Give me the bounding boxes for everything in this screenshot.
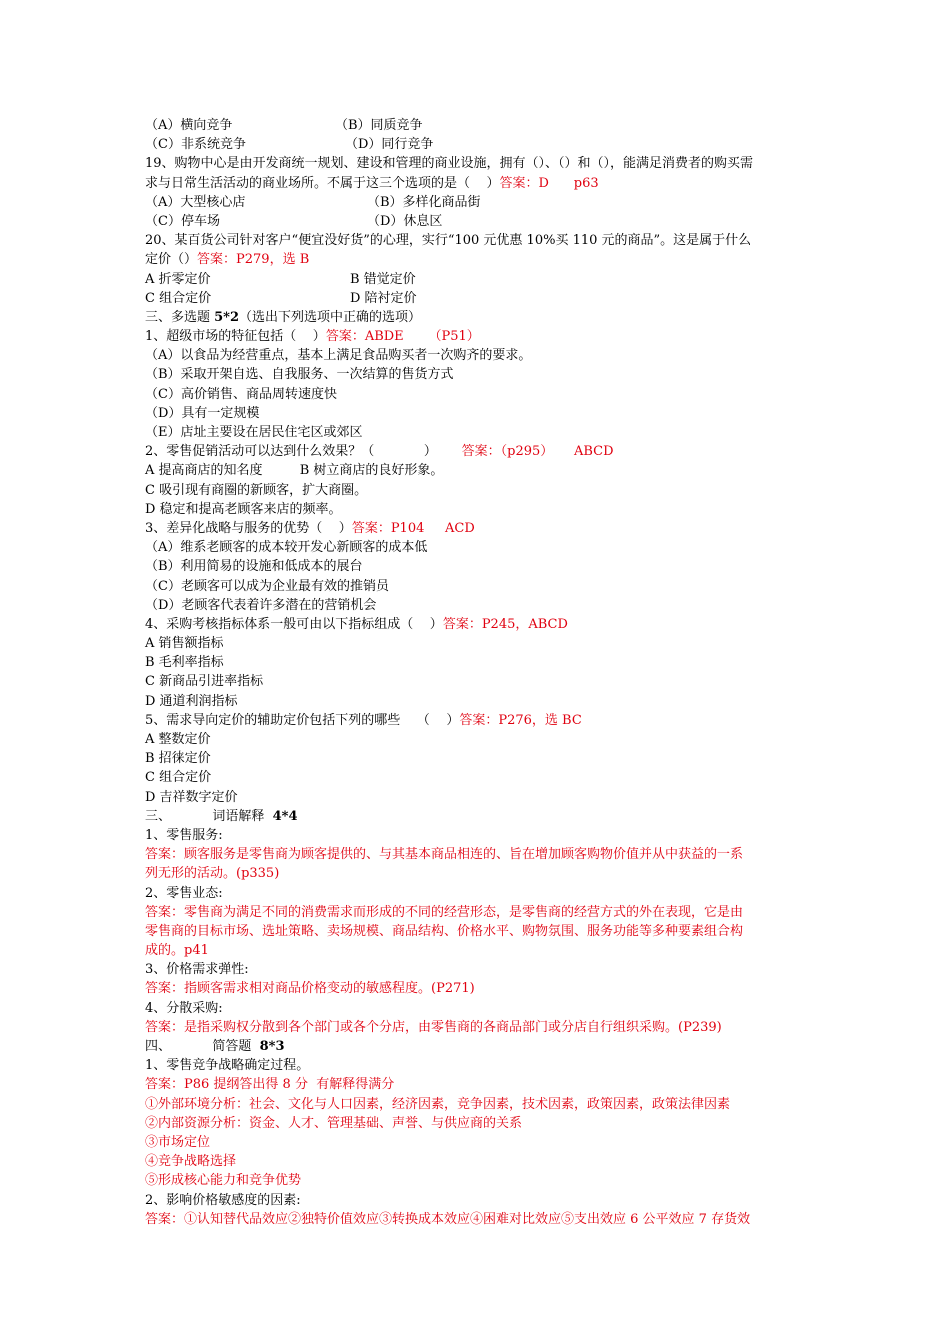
question-text: （D）老顾客代表着许多潜在的营销机会 — [145, 597, 377, 613]
question-text: （A）横向竞争 — [145, 118, 233, 133]
text-line — [145, 999, 807, 1018]
question-text: 三、 词语解释 — [145, 808, 273, 824]
question-text: C 组合定价 — [145, 290, 212, 306]
question-text: （C）非系统竞争 — [145, 137, 246, 153]
text-line — [145, 788, 807, 807]
answer-text: 答案：P86 提纲答出得 8 分 有解释得满分 — [145, 1077, 395, 1093]
answer-text: 答案：P276，选 BC — [459, 712, 582, 728]
question-text: 3、价格需求弹性: — [145, 962, 249, 978]
answer-text: 成的。p41 — [145, 943, 209, 959]
text-line — [145, 1018, 807, 1037]
question-text: 三、多选题 — [145, 309, 215, 325]
text-line — [145, 538, 807, 557]
question-text: C 组合定价 — [145, 770, 212, 786]
text-line — [145, 327, 807, 346]
question-text: 19、购物中心是由开发商统一规划、建设和管理的商业设施，拥有（）、（）和（），能满足消费者的购买需 — [145, 156, 754, 172]
answer-text: 答案：D p63 — [499, 175, 599, 191]
text-line — [145, 250, 807, 269]
text-line — [145, 308, 807, 327]
text-line — [145, 404, 807, 423]
answer-text: ④竞争战略选择 — [145, 1154, 237, 1170]
question-text: D 陪衬定价 — [350, 290, 417, 306]
question-text: 1、零售服务: — [145, 827, 223, 843]
text-line — [145, 557, 807, 576]
text-line — [145, 634, 807, 653]
question-text: （B）利用简易的设施和低成本的展台 — [145, 559, 363, 575]
question-text: C 吸引现有商圈的新顾客，扩大商圈。 — [145, 482, 368, 498]
text-line — [145, 193, 807, 212]
text-line — [145, 154, 807, 173]
text-line — [145, 135, 807, 154]
text-line — [145, 922, 807, 941]
text-line — [145, 289, 807, 308]
question-text: （D）休息区 — [367, 213, 443, 229]
text-line — [145, 423, 807, 442]
text-line — [145, 711, 807, 730]
text-line — [145, 749, 807, 768]
question-text: （B）同质竞争 — [335, 118, 423, 133]
text-line — [145, 941, 807, 960]
text-line — [145, 1056, 807, 1075]
question-text: （D）具有一定规模 — [145, 405, 260, 421]
text-line — [145, 960, 807, 979]
text-line — [145, 903, 807, 922]
text-line — [145, 1210, 807, 1229]
text-line — [145, 385, 807, 404]
question-text: D 稳定和提高老顾客来店的频率。 — [145, 501, 342, 517]
question-text: （A）大型核心店 — [145, 194, 246, 210]
text-line — [145, 365, 807, 384]
text-line — [145, 979, 807, 998]
text-line — [145, 231, 807, 250]
question-text: （E）店址主要设在居民住宅区或郊区 — [145, 425, 363, 440]
answer-text: 答案：P104 ACD — [351, 520, 475, 536]
question-text: 4*4 — [272, 808, 298, 824]
question-text: （C）老顾客可以成为企业最有效的推销员 — [145, 578, 389, 594]
text-line — [145, 1133, 807, 1152]
question-text: 8*3 — [259, 1039, 285, 1054]
text-line — [145, 174, 807, 193]
text-line — [145, 481, 807, 500]
question-text: D 通道利润指标 — [145, 693, 238, 709]
question-text: 3、差异化战略与服务的优势（ ） — [145, 520, 352, 536]
answer-text: ②内部资源分析：资金、人才、管理基础、声誉、与供应商的关系 — [145, 1115, 523, 1131]
question-text: 1、超级市场的特征包括（ ） — [145, 329, 326, 345]
text-line — [145, 884, 807, 903]
question-text: （C）停车场 — [145, 213, 220, 229]
question-text: A 销售额指标 — [145, 636, 224, 652]
text-line — [145, 845, 807, 864]
answer-text: 列无形的活动。(p335) — [145, 866, 280, 882]
question-text: （选出下列选项中正确的选项） — [239, 309, 422, 325]
text-line — [145, 116, 807, 135]
text-line — [145, 270, 807, 289]
text-line — [145, 768, 807, 787]
text-line — [145, 672, 807, 691]
answer-text: 答案：①认知替代品效应②独特价值效应③转换成本效应④困难对比效应⑤支出效应 6 公平效应 7 存货效 — [145, 1211, 751, 1227]
question-text: 4、采购考核指标体系一般可由以下指标组成（ ） — [145, 616, 443, 632]
answer-text: 答案：零售商为满足不同的消费需求而形成的不同的经营形态，是零售商的经营方式的外在表现，它是由 — [145, 904, 744, 920]
question-text: 4、分散采购: — [145, 1000, 223, 1016]
text-line — [145, 461, 807, 480]
text-line — [145, 807, 807, 826]
text-line — [145, 864, 807, 883]
answer-text: 答案：（p295） ABCD — [436, 444, 614, 460]
answer-text: 答案：指顾客需求相对商品价格变动的敏感程度。(P271) — [145, 981, 475, 997]
question-text: （A）以食品为经营重点，基本上满足食品购买者一次购齐的要求。 — [145, 348, 532, 364]
answer-text: ①外部环境分析：社会、文化与人口因素，经济因素，竞争因素，技术因素，政策因素，政策法律因素 — [145, 1096, 731, 1112]
answer-text: ③市场定位 — [145, 1134, 211, 1150]
answer-text: 答案：顾客服务是零售商为顾客提供的、与其基本商品相连的、旨在增加顾客购物价值并从中获益的一系 — [145, 847, 744, 863]
text-line — [145, 615, 807, 634]
text-line — [145, 1075, 807, 1094]
text-line — [145, 692, 807, 711]
question-text: A 整数定价 — [145, 732, 211, 747]
text-line — [145, 730, 807, 749]
question-text: 5*2 — [214, 309, 240, 325]
text-line — [145, 442, 807, 461]
question-text: A 提高商店的知名度 B 树立商店的良好形象。 — [145, 463, 444, 479]
text-line — [145, 653, 807, 672]
text-line — [145, 519, 807, 538]
question-text: 20、某百货公司针对客户“便宜没好货”的心理，实行“100 元优惠 10%买 110 元的商品”。这是属于什么 — [145, 233, 752, 249]
question-text: （D）同行竞争 — [345, 137, 434, 153]
question-text: 求与日常生活活动的商业场所。不属于这三个选项的是（ ） — [145, 175, 500, 191]
question-text: （C）高价销售、商品周转速度快 — [145, 386, 337, 402]
text-line — [145, 500, 807, 519]
text-line — [145, 826, 807, 845]
question-text: 5、需求导向定价的辅助定价包括下列的哪些 （ ） — [145, 712, 460, 728]
document-page — [145, 116, 807, 1229]
answer-text: 答案：是指采购权分散到各个部门或各个分店，由零售商的各商品部门或分店自行组织采购。(P239) — [145, 1019, 722, 1035]
question-text: （B）多样化商品街 — [367, 194, 481, 210]
question-text: A 折零定价 — [145, 271, 211, 287]
answer-text: 零售商的目标市场、选址策略、卖场规模、商品结构、价格水平、购物氛围、服务功能等多种要素组合构 — [145, 923, 744, 939]
answer-text: 答案：P279，选 B — [197, 252, 310, 268]
answer-text: 答案：P245，ABCD — [442, 616, 568, 632]
question-text: C 新商品引进率指标 — [145, 674, 264, 690]
question-text: （B）采取开架自选、自我服务、一次结算的售货方式 — [145, 367, 454, 383]
question-text: 2、影响价格敏感度的因素: — [145, 1192, 301, 1208]
question-text: 定价（） — [145, 252, 198, 268]
text-line — [145, 596, 807, 615]
answer-text: ⑤形成核心能力和竞争优势 — [145, 1173, 302, 1189]
text-line — [145, 1037, 807, 1056]
question-text: D 吉祥数字定价 — [145, 789, 238, 805]
text-line — [145, 1152, 807, 1171]
text-line — [145, 1171, 807, 1190]
question-text: 2、零售业态: — [145, 885, 223, 901]
question-text: B 招徕定价 — [145, 751, 211, 767]
text-line — [145, 577, 807, 596]
text-line — [145, 1114, 807, 1133]
answer-text: 答案：ABDE （P51） — [325, 329, 480, 345]
text-line — [145, 1095, 807, 1114]
text-line — [145, 1191, 807, 1210]
question-text: 2、零售促销活动可以达到什么效果？（ ） — [145, 444, 437, 460]
text-line — [145, 212, 807, 231]
question-text: 四、 简答题 — [145, 1039, 260, 1054]
question-text: B 错觉定价 — [350, 271, 416, 287]
question-text: （A）维系老顾客的成本较开发心新顾客的成本低 — [145, 540, 428, 556]
question-text: 1、零售竞争战略确定过程。 — [145, 1058, 310, 1074]
question-text: B 毛利率指标 — [145, 655, 224, 671]
text-line — [145, 346, 807, 365]
